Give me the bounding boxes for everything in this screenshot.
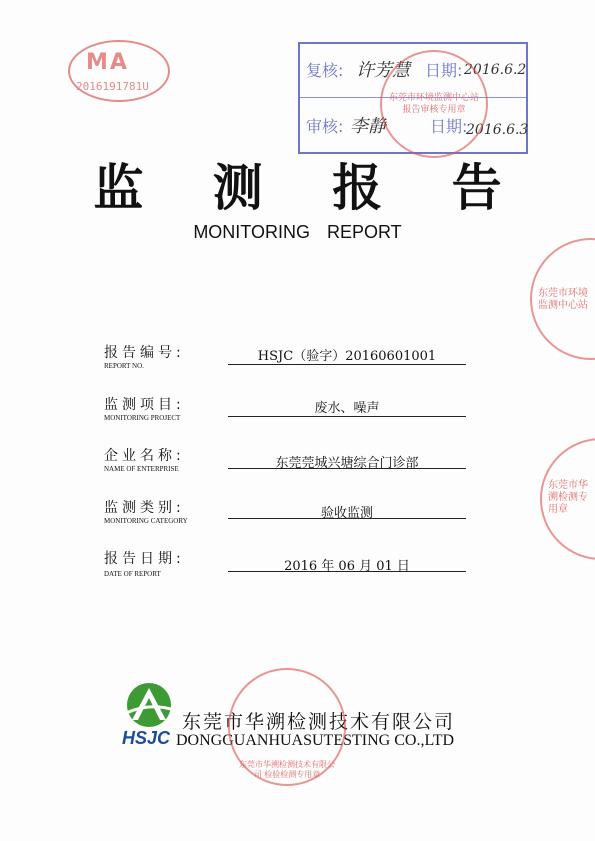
logo-icon — [118, 680, 180, 730]
cma-mark — [68, 40, 168, 100]
review-box — [298, 42, 528, 154]
side-seal-bottom-text: 东莞市华溯检测专用章 — [548, 480, 588, 515]
field-underline — [228, 468, 466, 469]
company-seal — [228, 668, 346, 786]
audit-signature: 李静 — [350, 116, 386, 137]
recheck-label: 复核: — [306, 61, 344, 80]
field-label-en: MONITORING PROJECT — [104, 414, 181, 422]
recheck-signature: 许芳慧 — [356, 60, 410, 81]
field-label: 企业名称: — [104, 448, 185, 464]
company-seal-text: 东莞市华溯检测技术有限公司 检验检测专用章 — [239, 760, 335, 779]
page-subtitle: MONITORING REPORT — [193, 222, 402, 242]
cma-number: 2016191781U — [76, 80, 149, 93]
field-label: 报告编号: — [104, 345, 185, 361]
company-name-cn: 东莞市华溯检测技术有限公司 — [182, 711, 456, 733]
field-label-en: REPORT NO. — [104, 362, 144, 370]
field-value: 验收监测 — [320, 506, 373, 521]
field-label: 监测类别: — [104, 500, 185, 516]
recheck-date-label: 日期: — [425, 61, 463, 80]
field-underline — [228, 364, 466, 365]
company-name-en: DONGGUANHUASUTESTING CO.,LTD — [176, 732, 455, 749]
side-seal-bottom — [540, 438, 595, 560]
field-value: HSJC（验字）20160601001 — [257, 349, 437, 364]
side-seal-top — [530, 238, 595, 360]
field-label: 报告日期: — [104, 551, 185, 567]
field-label-en: DATE OF REPORT — [104, 570, 161, 578]
audit-date-label: 日期: — [430, 117, 468, 136]
audit-date: 2016.6.3 — [466, 122, 529, 138]
field-label-en: MONITORING CATEGORY — [104, 517, 188, 525]
recheck-date: 2016.6.2 — [464, 62, 527, 78]
side-seal-top-text: 东莞市环境监测中心站 — [538, 288, 588, 311]
review-seal — [380, 50, 488, 158]
audit-label: 审核: — [306, 117, 344, 136]
field-underline — [228, 571, 466, 572]
field-value: 废水、噪声 — [314, 401, 380, 416]
field-label: 监测项目: — [104, 397, 185, 413]
field-value: 东莞莞城兴塘综合门诊部 — [275, 456, 419, 471]
field-underline — [228, 518, 466, 519]
review-seal-text: 东莞市环境监测中心站 报告审核专用章 — [388, 93, 479, 115]
field-underline — [228, 416, 466, 417]
page-title: 监 测 报 告 — [93, 159, 528, 217]
field-value: 2016 年 06 月 01 日 — [284, 559, 410, 574]
cma-text: MA — [86, 50, 129, 75]
field-label-en: NAME OF ENTERPRISE — [104, 465, 179, 473]
logo-text: HSJC — [122, 728, 171, 748]
